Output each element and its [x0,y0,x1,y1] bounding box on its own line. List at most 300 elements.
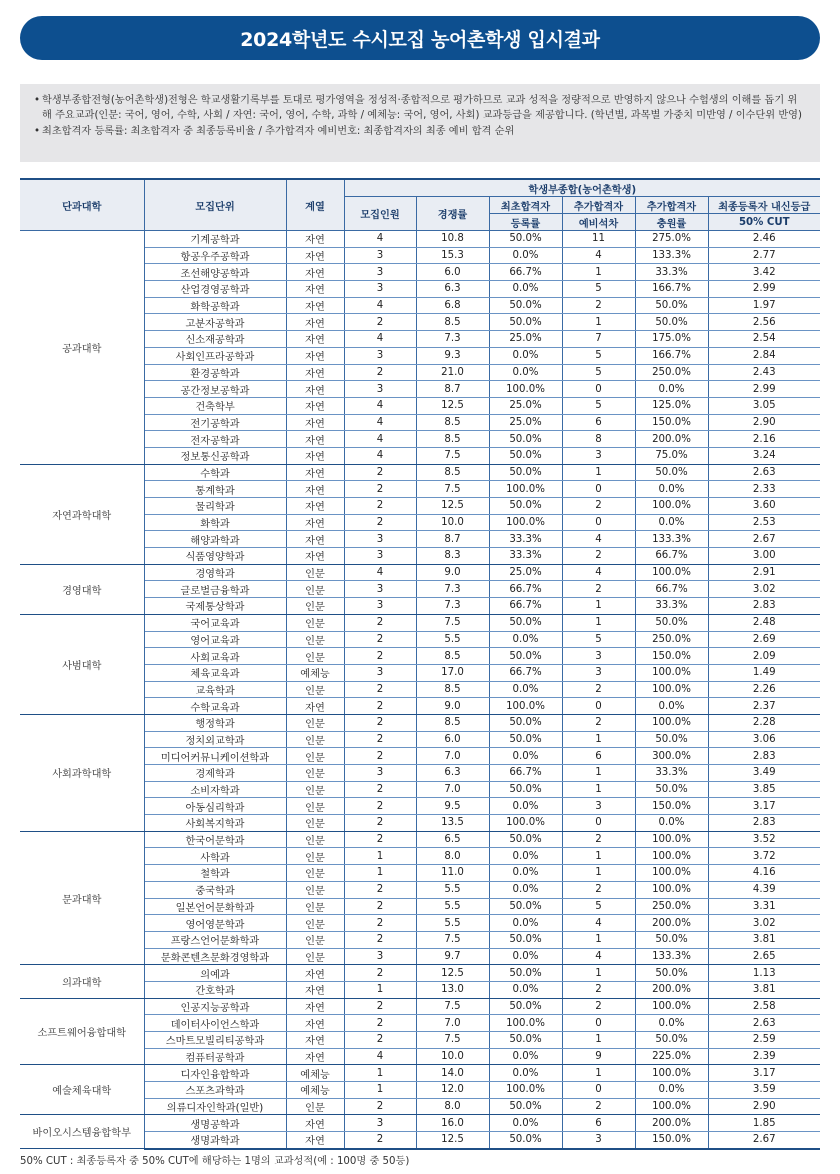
competition-cell: 5.5 [416,898,489,915]
first-reg-rate-cell: 50.0% [489,731,562,748]
first-reg-rate-cell: 50.0% [489,231,562,248]
fill-rate-cell: 0.0% [635,514,708,531]
first-reg-rate-cell: 50.0% [489,965,562,982]
track-cell: 인문 [286,948,344,965]
quota-cell: 2 [344,998,416,1015]
first-reg-rate-cell: 0.0% [489,364,562,381]
track-cell: 자연 [286,397,344,414]
college-cell: 예술체육대학 [20,1065,144,1115]
wait-rank-cell: 0 [562,514,635,531]
competition-cell: 7.3 [416,598,489,615]
competition-cell: 8.5 [416,648,489,665]
track-cell: 인문 [286,731,344,748]
grade-cut-cell: 1.49 [708,664,820,681]
unit-cell: 행정학과 [144,714,286,731]
quota-cell: 2 [344,314,416,331]
header-college: 단과대학 [20,179,144,231]
fill-rate-cell: 166.7% [635,281,708,298]
first-reg-rate-cell: 50.0% [489,614,562,631]
grade-cut-cell: 2.63 [708,1015,820,1032]
competition-cell: 6.3 [416,281,489,298]
grade-cut-cell: 2.26 [708,681,820,698]
quota-cell: 4 [344,431,416,448]
grade-cut-cell: 2.39 [708,1048,820,1065]
grade-cut-cell: 2.63 [708,464,820,481]
page-title: 2024학년도 수시모집 농어촌학생 입시결과 [20,16,820,60]
first-reg-rate-cell: 0.0% [489,347,562,364]
grade-cut-cell: 1.13 [708,965,820,982]
unit-cell: 스포츠과학과 [144,1082,286,1099]
fill-rate-cell: 275.0% [635,231,708,248]
competition-cell: 10.0 [416,1048,489,1065]
unit-cell: 화학공학과 [144,297,286,314]
unit-cell: 항공우주공학과 [144,247,286,264]
fill-rate-cell: 50.0% [635,965,708,982]
unit-cell: 환경공학과 [144,364,286,381]
grade-cut-cell: 2.53 [708,514,820,531]
first-reg-rate-cell: 0.0% [489,748,562,765]
wait-rank-cell: 3 [562,664,635,681]
unit-cell: 해양과학과 [144,531,286,548]
fill-rate-cell: 100.0% [635,1098,708,1115]
header-quota: 모집인원 [344,197,416,231]
fill-rate-cell: 33.3% [635,264,708,281]
results-table [20,178,820,1150]
competition-cell: 8.5 [416,464,489,481]
unit-cell: 조선해양공학과 [144,264,286,281]
competition-cell: 6.8 [416,297,489,314]
track-cell: 예체능 [286,1082,344,1099]
quota-cell: 2 [344,831,416,848]
grade-cut-cell: 2.67 [708,1132,820,1149]
unit-cell: 중국학과 [144,881,286,898]
competition-cell: 12.5 [416,965,489,982]
first-reg-rate-cell: 50.0% [489,714,562,731]
unit-cell: 고분자공학과 [144,314,286,331]
grade-cut-cell: 2.59 [708,1032,820,1049]
unit-cell: 문화콘텐츠문화경영학과 [144,948,286,965]
fill-rate-cell: 150.0% [635,798,708,815]
fill-rate-cell: 50.0% [635,731,708,748]
quota-cell: 2 [344,1098,416,1115]
first-reg-rate-cell: 50.0% [489,781,562,798]
fill-rate-cell: 100.0% [635,998,708,1015]
quota-cell: 4 [344,231,416,248]
quota-cell: 2 [344,798,416,815]
grade-cut-cell: 3.02 [708,581,820,598]
track-cell: 인문 [286,915,344,932]
college-cell: 사회과학대학 [20,714,144,831]
fill-rate-cell: 133.3% [635,531,708,548]
first-reg-rate-cell: 0.0% [489,1115,562,1132]
wait-rank-cell: 5 [562,898,635,915]
competition-cell: 9.0 [416,564,489,581]
track-cell: 자연 [286,464,344,481]
unit-cell: 영어영문학과 [144,915,286,932]
competition-cell: 9.5 [416,798,489,815]
first-reg-rate-cell: 0.0% [489,948,562,965]
first-reg-rate-cell: 66.7% [489,264,562,281]
grade-cut-cell: 2.69 [708,631,820,648]
competition-cell: 12.5 [416,498,489,515]
competition-cell: 13.5 [416,815,489,832]
unit-cell: 경제학과 [144,765,286,782]
first-reg-rate-cell: 50.0% [489,931,562,948]
competition-cell: 9.0 [416,698,489,715]
quota-cell: 3 [344,598,416,615]
competition-cell: 7.5 [416,481,489,498]
wait-rank-cell: 2 [562,548,635,565]
quota-cell: 3 [344,264,416,281]
unit-cell: 수학과 [144,464,286,481]
grade-cut-cell: 3.49 [708,765,820,782]
track-cell: 자연 [286,481,344,498]
quota-cell: 4 [344,414,416,431]
first-reg-rate-cell: 50.0% [489,1032,562,1049]
track-cell: 자연 [286,1132,344,1149]
unit-cell: 프랑스언어문화학과 [144,931,286,948]
quota-cell: 4 [344,297,416,314]
first-reg-rate-cell: 0.0% [489,247,562,264]
competition-cell: 21.0 [416,364,489,381]
competition-cell: 6.0 [416,731,489,748]
track-cell: 자연 [286,314,344,331]
first-reg-rate-cell: 66.7% [489,664,562,681]
wait-rank-cell: 2 [562,498,635,515]
competition-cell: 9.3 [416,347,489,364]
wait-rank-cell: 2 [562,581,635,598]
track-cell: 자연 [286,514,344,531]
track-cell: 인문 [286,831,344,848]
grade-cut-cell: 3.81 [708,981,820,998]
table-row [20,564,820,581]
first-reg-rate-cell: 0.0% [489,981,562,998]
quota-cell: 2 [344,364,416,381]
unit-cell: 컴퓨터공학과 [144,1048,286,1065]
first-reg-rate-cell: 50.0% [489,297,562,314]
note-text: 학생부종합전형(농어촌학생)전형은 학교생활기록부를 토대로 평가영역을 정성적·종합적으로 평가하므로 교과 성적을 정량적으로 반영하지 않으나 수험생의 이해를 돕기 위해 주요교과(인문: 국어, 영어, 수학, 사회 / 자연: 국어, 영어, 수학, 과학 / 예체능: 국어, 영어, 사회) 교과등급을 제공합니다. (학년별, 과목별 가중치 미반영 / 이수단위 반영) [42,95,802,122]
competition-cell: 8.3 [416,548,489,565]
fill-rate-cell: 100.0% [635,848,708,865]
first-reg-rate-cell: 50.0% [489,648,562,665]
fill-rate-cell: 50.0% [635,464,708,481]
track-cell: 인문 [286,765,344,782]
fill-rate-cell: 225.0% [635,1048,708,1065]
wait-rank-cell: 2 [562,998,635,1015]
first-reg-rate-cell: 33.3% [489,531,562,548]
unit-cell: 신소재공학과 [144,331,286,348]
first-reg-rate-cell: 50.0% [489,431,562,448]
quota-cell: 3 [344,765,416,782]
competition-cell: 17.0 [416,664,489,681]
quota-cell: 2 [344,931,416,948]
grade-cut-cell: 2.48 [708,614,820,631]
competition-cell: 9.7 [416,948,489,965]
grade-cut-cell: 4.39 [708,881,820,898]
unit-cell: 의예과 [144,965,286,982]
grade-cut-cell: 2.99 [708,381,820,398]
wait-rank-cell: 1 [562,931,635,948]
unit-cell: 한국어문학과 [144,831,286,848]
grade-cut-cell: 2.37 [708,698,820,715]
wait-rank-cell: 1 [562,264,635,281]
fill-rate-cell: 33.3% [635,598,708,615]
track-cell: 예체능 [286,1065,344,1082]
wait-rank-cell: 4 [562,531,635,548]
competition-cell: 7.5 [416,614,489,631]
grade-cut-cell: 2.43 [708,364,820,381]
competition-cell: 8.7 [416,381,489,398]
track-cell: 인문 [286,598,344,615]
grade-cut-cell: 2.09 [708,648,820,665]
quota-cell: 3 [344,531,416,548]
unit-cell: 식품영양학과 [144,548,286,565]
header-group: 학생부종합(농어촌학생) [344,179,820,197]
unit-cell: 데이터사이언스학과 [144,1015,286,1032]
track-cell: 인문 [286,898,344,915]
table-row [20,965,820,982]
competition-cell: 8.7 [416,531,489,548]
fill-rate-cell: 150.0% [635,648,708,665]
fill-rate-cell: 125.0% [635,397,708,414]
first-reg-rate-cell: 0.0% [489,798,562,815]
wait-rank-cell: 1 [562,464,635,481]
unit-cell: 체육교육과 [144,664,286,681]
track-cell: 인문 [286,781,344,798]
competition-cell: 12.0 [416,1082,489,1099]
header-fill-sub: 충원률 [635,214,708,231]
quota-cell: 2 [344,1015,416,1032]
wait-rank-cell: 0 [562,815,635,832]
fill-rate-cell: 66.7% [635,581,708,598]
grade-cut-cell: 3.52 [708,831,820,848]
wait-rank-cell: 1 [562,614,635,631]
footnote: 50% CUT : 최종등록자 중 50% CUT에 해당하는 1명의 교과성적(예 : 100명 중 50등) [20,1156,410,1167]
college-cell: 공과대학 [20,231,144,465]
unit-cell: 디자인융합학과 [144,1065,286,1082]
unit-cell: 사회복지학과 [144,815,286,832]
fill-rate-cell: 250.0% [635,364,708,381]
header-first-reg-sub: 등록률 [489,214,562,231]
header-unit: 모집단위 [144,179,286,231]
track-cell: 자연 [286,364,344,381]
unit-cell: 일본언어문화학과 [144,898,286,915]
quota-cell: 2 [344,714,416,731]
fill-rate-cell: 175.0% [635,331,708,348]
wait-rank-cell: 0 [562,481,635,498]
track-cell: 인문 [286,714,344,731]
grade-cut-cell: 2.84 [708,347,820,364]
first-reg-rate-cell: 25.0% [489,397,562,414]
first-reg-rate-cell: 66.7% [489,581,562,598]
quota-cell: 2 [344,815,416,832]
competition-cell: 16.0 [416,1115,489,1132]
grade-cut-cell: 2.90 [708,1098,820,1115]
competition-cell: 10.8 [416,231,489,248]
competition-cell: 6.3 [416,765,489,782]
unit-cell: 의류디자인학과(일반) [144,1098,286,1115]
unit-cell: 국제통상학과 [144,598,286,615]
quota-cell: 3 [344,347,416,364]
fill-rate-cell: 0.0% [635,481,708,498]
quota-cell: 2 [344,498,416,515]
competition-cell: 12.5 [416,397,489,414]
quota-cell: 2 [344,698,416,715]
fill-rate-cell: 100.0% [635,881,708,898]
quota-cell: 4 [344,397,416,414]
fill-rate-cell: 100.0% [635,681,708,698]
fill-rate-cell: 200.0% [635,981,708,998]
first-reg-rate-cell: 50.0% [489,998,562,1015]
first-reg-rate-cell: 50.0% [489,447,562,464]
track-cell: 자연 [286,548,344,565]
competition-cell: 5.5 [416,881,489,898]
unit-cell: 간호학과 [144,981,286,998]
track-cell: 자연 [286,281,344,298]
wait-rank-cell: 4 [562,948,635,965]
track-cell: 자연 [286,965,344,982]
fill-rate-cell: 200.0% [635,915,708,932]
fill-rate-cell: 50.0% [635,781,708,798]
track-cell: 자연 [286,998,344,1015]
first-reg-rate-cell: 100.0% [489,514,562,531]
first-reg-rate-cell: 0.0% [489,915,562,932]
unit-cell: 교육학과 [144,681,286,698]
track-cell: 인문 [286,564,344,581]
quota-cell: 2 [344,614,416,631]
unit-cell: 정보통신공학과 [144,447,286,464]
unit-cell: 사학과 [144,848,286,865]
grade-cut-cell: 3.59 [708,1082,820,1099]
wait-rank-cell: 6 [562,414,635,431]
track-cell: 자연 [286,1032,344,1049]
first-reg-rate-cell: 25.0% [489,564,562,581]
wait-rank-cell: 1 [562,598,635,615]
first-reg-rate-cell: 50.0% [489,898,562,915]
grade-cut-cell: 3.72 [708,848,820,865]
wait-rank-cell: 1 [562,1032,635,1049]
college-cell: 소프트웨어융합대학 [20,998,144,1065]
table-row [20,464,820,481]
college-cell: 사범대학 [20,614,144,714]
grade-cut-cell: 2.83 [708,815,820,832]
track-cell: 예체능 [286,664,344,681]
unit-cell: 스마트모빌리티공학과 [144,1032,286,1049]
fill-rate-cell: 150.0% [635,1132,708,1149]
table-row [20,1065,820,1082]
track-cell: 인문 [286,581,344,598]
first-reg-rate-cell: 33.3% [489,548,562,565]
first-reg-rate-cell: 50.0% [489,831,562,848]
fill-rate-cell: 200.0% [635,431,708,448]
college-cell: 문과대학 [20,831,144,965]
quota-cell: 2 [344,481,416,498]
college-cell: 바이오시스템융합학부 [20,1115,144,1149]
header-wait: 추가합격자 [562,197,635,214]
grade-cut-cell: 1.97 [708,297,820,314]
track-cell: 인문 [286,865,344,882]
first-reg-rate-cell: 100.0% [489,1082,562,1099]
unit-cell: 정치외교학과 [144,731,286,748]
note-item [34,124,806,139]
quota-cell: 3 [344,281,416,298]
first-reg-rate-cell: 50.0% [489,498,562,515]
track-cell: 인문 [286,614,344,631]
track-cell: 자연 [286,264,344,281]
grade-cut-cell: 3.17 [708,1065,820,1082]
first-reg-rate-cell: 0.0% [489,631,562,648]
competition-cell: 11.0 [416,865,489,882]
quota-cell: 3 [344,581,416,598]
grade-cut-cell: 3.06 [708,731,820,748]
quota-cell: 2 [344,681,416,698]
first-reg-rate-cell: 100.0% [489,698,562,715]
first-reg-rate-cell: 25.0% [489,414,562,431]
wait-rank-cell: 1 [562,865,635,882]
track-cell: 자연 [286,1115,344,1132]
bullet-icon: • [34,95,41,106]
track-cell: 자연 [286,1015,344,1032]
unit-cell: 미디어커뮤니케이션학과 [144,748,286,765]
track-cell: 인문 [286,631,344,648]
track-cell: 자연 [286,347,344,364]
track-cell: 자연 [286,247,344,264]
table-body [20,231,820,1149]
first-reg-rate-cell: 0.0% [489,865,562,882]
fill-rate-cell: 300.0% [635,748,708,765]
grade-cut-cell: 2.90 [708,414,820,431]
grade-cut-cell: 4.16 [708,865,820,882]
fill-rate-cell: 0.0% [635,815,708,832]
wait-rank-cell: 1 [562,731,635,748]
unit-cell: 인공지능공학과 [144,998,286,1015]
first-reg-rate-cell: 50.0% [489,464,562,481]
competition-cell: 6.5 [416,831,489,848]
table-row [20,831,820,848]
header-track: 계열 [286,179,344,231]
track-cell: 자연 [286,498,344,515]
unit-cell: 사회교육과 [144,648,286,665]
unit-cell: 글로벌금융학과 [144,581,286,598]
grade-cut-cell: 1.85 [708,1115,820,1132]
wait-rank-cell: 1 [562,848,635,865]
table-row [20,1115,820,1132]
first-reg-rate-cell: 100.0% [489,381,562,398]
wait-rank-cell: 5 [562,397,635,414]
grade-cut-cell: 3.81 [708,931,820,948]
competition-cell: 12.5 [416,1132,489,1149]
competition-cell: 5.5 [416,915,489,932]
grade-cut-cell: 2.65 [708,948,820,965]
track-cell: 자연 [286,231,344,248]
college-cell: 의과대학 [20,965,144,998]
track-cell: 인문 [286,881,344,898]
fill-rate-cell: 100.0% [635,664,708,681]
fill-rate-cell: 100.0% [635,831,708,848]
header-grade-sub: 50% CUT [708,214,820,231]
fill-rate-cell: 250.0% [635,631,708,648]
grade-cut-cell: 2.54 [708,331,820,348]
wait-rank-cell: 4 [562,915,635,932]
competition-cell: 8.5 [416,314,489,331]
fill-rate-cell: 66.7% [635,548,708,565]
fill-rate-cell: 75.0% [635,447,708,464]
fill-rate-cell: 0.0% [635,1082,708,1099]
unit-cell: 통계학과 [144,481,286,498]
first-reg-rate-cell: 25.0% [489,331,562,348]
wait-rank-cell: 9 [562,1048,635,1065]
wait-rank-cell: 2 [562,881,635,898]
